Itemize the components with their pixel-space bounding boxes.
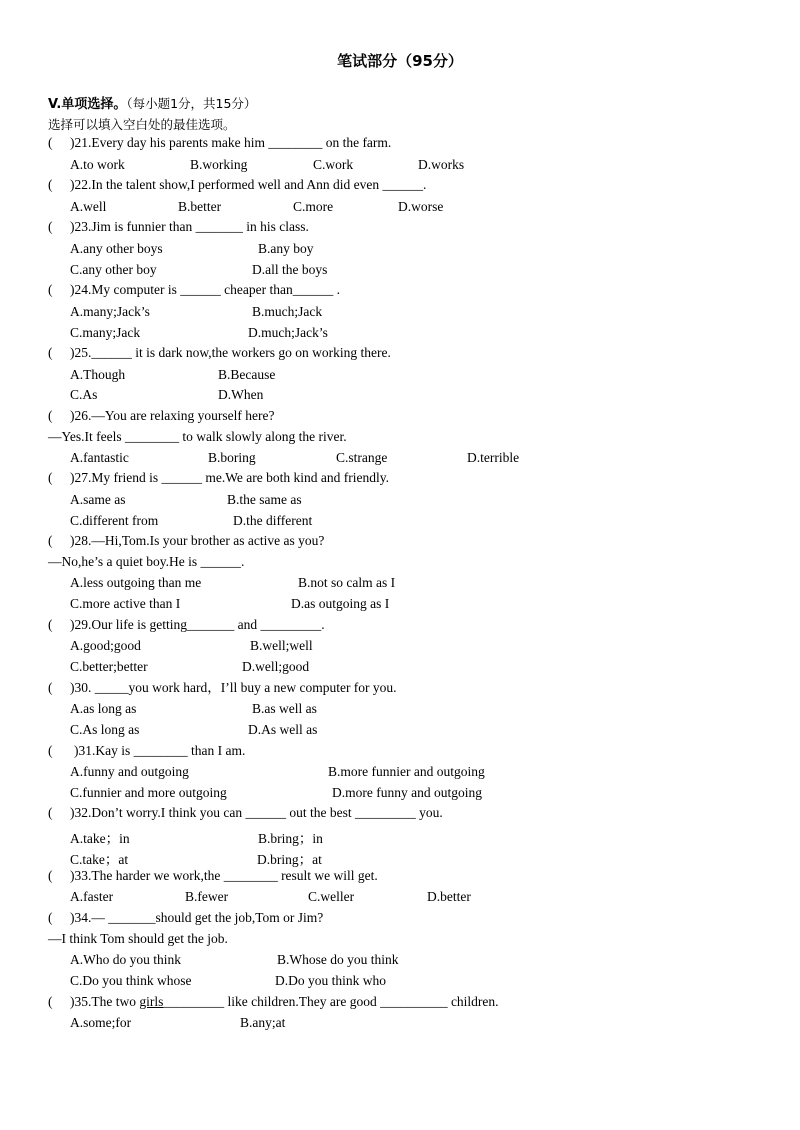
section-heading: V.单项选择。 xyxy=(48,97,127,112)
answer-paren[interactable]: ( xyxy=(48,910,53,925)
option-c: C.work xyxy=(313,157,354,172)
option-d: D.Do you think who xyxy=(275,973,386,988)
option-d: D.all the boys xyxy=(252,262,328,277)
option-a: A.take；in xyxy=(70,831,130,846)
option-c: C.different from xyxy=(70,513,159,528)
question-stem: )27.My friend is ______ me.We are both kind and friendly. xyxy=(70,470,389,485)
question-stem: )31.Kay is ________ than I am. xyxy=(74,743,246,758)
option-a: A.same as xyxy=(70,492,126,507)
option-c: C.funnier and more outgoing xyxy=(70,785,227,800)
question-35 xyxy=(48,994,499,1010)
option-a: A.well xyxy=(70,199,107,214)
option-b: B.any boy xyxy=(258,241,314,256)
section-header xyxy=(48,93,256,112)
option-b: B.working xyxy=(190,157,248,172)
question-response: —No,he’s a quiet boy.He is ______. xyxy=(48,554,245,569)
page-title: 笔试部分（95分） xyxy=(337,52,463,70)
option-a: A.funny and outgoing xyxy=(70,764,189,779)
option-b: B.any;at xyxy=(240,1015,286,1030)
answer-paren[interactable]: ( xyxy=(48,994,53,1009)
question-33 xyxy=(48,868,378,884)
option-a: A.good;good xyxy=(70,638,141,653)
option-d: D.well;good xyxy=(242,659,310,674)
option-c: C.many;Jack xyxy=(70,325,141,340)
option-d: D.terrible xyxy=(467,450,520,465)
question-stem: )35.The two xyxy=(70,994,140,1009)
answer-paren[interactable]: ( xyxy=(48,345,53,360)
question-31 xyxy=(48,743,245,759)
option-d: D.more funny and outgoing xyxy=(332,785,482,800)
answer-paren[interactable]: ( xyxy=(48,868,53,883)
option-a: A.fantastic xyxy=(70,450,129,465)
option-c: C.As xyxy=(70,387,98,402)
option-b: B.fewer xyxy=(185,889,229,904)
option-a: A.faster xyxy=(70,889,114,904)
option-c: C.take；at xyxy=(70,852,129,867)
option-b: B.the same as xyxy=(227,492,302,507)
option-a: A.any other boys xyxy=(70,241,163,256)
answer-paren[interactable]: ( xyxy=(48,743,53,758)
question-28 xyxy=(48,533,324,549)
option-b: B.better xyxy=(178,199,222,214)
option-c: C.more xyxy=(293,199,334,214)
option-b: B.well;well xyxy=(250,638,313,653)
option-a: A.some;for xyxy=(70,1015,132,1030)
question-27 xyxy=(48,470,389,486)
option-a: A.as long as xyxy=(70,701,137,716)
option-b: B.bring；in xyxy=(258,831,323,846)
option-d: D.When xyxy=(218,387,264,402)
option-d: D.works xyxy=(418,157,465,172)
question-response: —Yes.It feels ________ to walk slowly along the river. xyxy=(48,429,347,444)
option-d: D.as outgoing as I xyxy=(291,596,390,611)
option-a: A.less outgoing than me xyxy=(70,575,202,590)
option-d: D.bring；at xyxy=(257,852,322,867)
question-30 xyxy=(48,680,397,696)
option-b: B.not so calm as I xyxy=(298,575,396,590)
question-22 xyxy=(48,177,426,193)
option-c: C.Do you think whose xyxy=(70,973,192,988)
option-d: D.much;Jack’s xyxy=(248,325,328,340)
question-26 xyxy=(48,408,274,424)
question-stem: )33.The harder we work,the ________ result we will get. xyxy=(70,868,378,883)
question-response: —I think Tom should get the job. xyxy=(48,931,228,946)
question-stem: )34.— _______should get the job,Tom or Jim? xyxy=(70,910,324,925)
option-c: C.better;better xyxy=(70,659,148,674)
option-c: C.As long as xyxy=(70,722,140,737)
question-24 xyxy=(48,282,340,298)
answer-paren[interactable]: ( xyxy=(48,177,53,192)
question-stem: )26.—You are relaxing yourself here? xyxy=(70,408,275,423)
option-d: D.better xyxy=(427,889,471,904)
question-29 xyxy=(48,617,325,633)
question-23 xyxy=(48,219,309,235)
question-stem: )32.Don’t worry.I think you can ______ out the best _________ you. xyxy=(70,805,443,820)
answer-paren[interactable]: ( xyxy=(48,805,53,820)
question-21 xyxy=(48,135,391,151)
question-stem: )21.Every day his parents make him ________ on the farm. xyxy=(70,135,392,150)
option-b: B.Because xyxy=(218,367,276,382)
option-d: D.the different xyxy=(233,513,313,528)
option-c: C.weller xyxy=(308,889,355,904)
question-25 xyxy=(48,345,391,361)
answer-paren[interactable]: ( xyxy=(48,617,53,632)
underlined-word: girls xyxy=(139,994,164,1009)
question-stem: )30. _____you work hard，I’ll buy a new computer for you. xyxy=(70,680,397,695)
answer-paren[interactable]: ( xyxy=(48,680,53,695)
option-a: A.Who do you think xyxy=(70,952,181,967)
answer-paren[interactable]: ( xyxy=(48,282,53,297)
option-d: D.As well as xyxy=(248,722,318,737)
question-34 xyxy=(48,910,323,926)
question-stem: )23.Jim is funnier than _______ in his class. xyxy=(70,219,309,234)
question-stem: )22.In the talent show,I performed well and Ann did even ______. xyxy=(70,177,427,192)
question-stem: )28.—Hi,Tom.Is your brother as active as you? xyxy=(70,533,325,548)
section-instruction: 选择可以填入空白处的最佳选项。 xyxy=(48,117,236,132)
option-b: B.much;Jack xyxy=(252,304,323,319)
answer-paren[interactable]: ( xyxy=(48,470,53,485)
option-b: B.Whose do you think xyxy=(277,952,399,967)
option-a: A.to work xyxy=(70,157,125,172)
answer-paren[interactable]: ( xyxy=(48,408,53,423)
answer-paren[interactable]: ( xyxy=(48,219,53,234)
section-note: （每小题1分，共15分） xyxy=(126,96,257,111)
question-stem: )24.My computer is ______ cheaper than______ . xyxy=(70,282,340,297)
answer-paren[interactable]: ( xyxy=(48,533,53,548)
answer-paren[interactable]: ( xyxy=(48,135,53,150)
option-c: C.more active than I xyxy=(70,596,181,611)
option-b: B.as well as xyxy=(252,701,317,716)
option-b: B.boring xyxy=(208,450,256,465)
option-b: B.more funnier and outgoing xyxy=(328,764,485,779)
option-c: C.any other boy xyxy=(70,262,157,277)
question-stem: )29.Our life is getting_______ and _________. xyxy=(70,617,325,632)
option-a: A.Though xyxy=(70,367,126,382)
question-stem: )25.______ it is dark now,the workers go on working there. xyxy=(70,345,391,360)
option-c: C.strange xyxy=(336,450,388,465)
option-d: D.worse xyxy=(398,199,444,214)
option-a: A.many;Jack’s xyxy=(70,304,150,319)
question-32 xyxy=(48,805,443,821)
question-stem-rest: _________ like children.They are good __________ children. xyxy=(163,994,499,1009)
